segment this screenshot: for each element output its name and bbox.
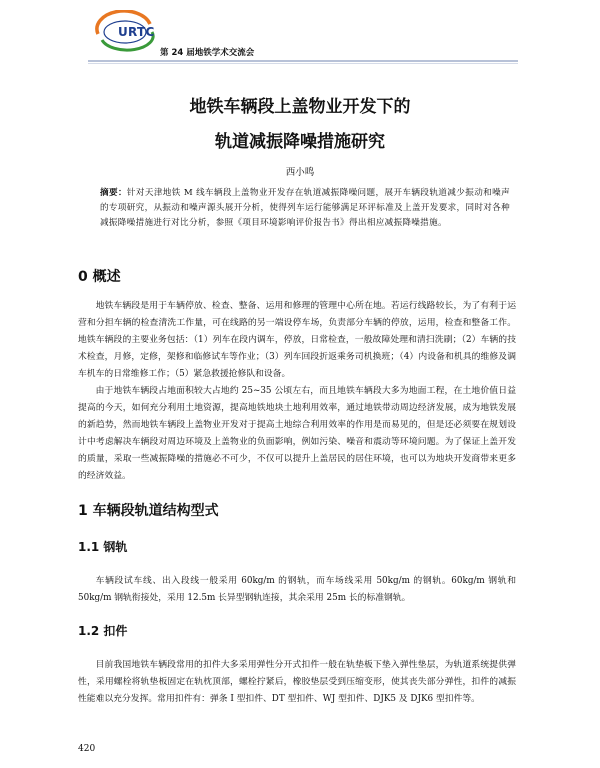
section-1-heading: 1 车辆段轨道结构型式 — [78, 503, 219, 519]
section-0-heading: 0 概述 — [78, 269, 121, 285]
abstract-text: 针对天津地铁 M 线车辆段上盖物业开发存在轨道减振降噪问题，展开车辆段轨道减少振动和噪声的专项研究，从振动和噪声源头展开分析，使得列车运行能够满足环评标准及上盖开发要求，同时对各种减振降噪措施进行对比分析，参照《项目环境影响评价报告书》得出相应减振降噪措施。 — [100, 188, 510, 228]
section-1-1-paragraph: 车辆段试车线、出入段线一般采用 60kg/m 的钢轨，而车场线采用 50kg/m 的钢轨。60kg/m 钢轨和 50kg/m 钢轨衔接处，采用 12.5m 长异型钢轨连接，其余采用 25m 长的标准钢轨。 — [78, 576, 516, 603]
section-1-2-paragraph: 目前我国地铁车辆段常用的扣件大多采用弹性分开式扣件一般在轨垫板下垫入弹性垫层，为轨道系统提供弹性，采用螺栓将轨垫板固定在轨枕顶部，螺栓拧紧后，橡胶垫层受到压缩变形，使其丧失部分弹性，扣件的减振性能难以充分发挥。常用扣件有：弹条 I 型扣件、DT 型扣件、WJ 型扣件、DJK5 及 DJK6 型扣件等。 — [78, 660, 516, 704]
paper-title-line2: 轨道减振降噪措施研究 — [215, 132, 385, 152]
abstract-label: 摘要： — [100, 188, 127, 198]
section-1-1-heading: 1.1 钢轨 — [78, 540, 128, 554]
conference-name: 第 24 届地铁学术交流会 — [160, 48, 255, 58]
logo-text: URTC — [118, 25, 155, 39]
section-0-paragraph-1: 地铁车辆段是用于车辆停放、检查、整备、运用和修理的管理中心所在地。若运行线路较长，为了有利于运营和分担车辆的检查清洗工作量，可在线路的另一端设停车场，负责部分车辆的停放，运用，检查和整备工作。地铁车辆段的主要业务包括：（1）列车在段内调车，停放，日常检查，一般故障处理和清扫洗刷；（2）车辆的技术检查，月修，定修，架修和临修试车等作业；（3）列车回段折返乘务司机换班；（4）内设备和机具的维修及调车机车的日常维修工作；（5）紧急救援抢修队和设备。 — [78, 301, 516, 379]
page-header — [0, 0, 600, 70]
header-rule-thin — [88, 63, 518, 64]
page-number: 420 — [78, 744, 96, 754]
section-1-2-heading: 1.2 扣件 — [78, 624, 128, 638]
abstract — [100, 186, 510, 231]
author: 西小鸣 — [285, 167, 315, 178]
header-rule — [88, 60, 518, 62]
paper-title-line1: 地铁车辆段上盖物业开发下的 — [189, 97, 411, 117]
section-0-paragraph-2: 由于地铁车辆段占地面积较大占地约 25~35 公顷左右，而且地铁车辆段大多为地面工程，在土地价值日益提高的今天，如何充分利用土地资源，提高地铁地块土地利用效率，通过地铁带动周边经济发展，成为地铁发展的新趋势，然而地铁车辆段上盖物业开发对于提高土地综合利用效率的作用是而易见的，但是还必须要在规划设计中考虑解决车辆段对周边环境及上盖物业的负面影响，例如污染、噪音和震动等环境问题。为了保证上盖开发的质量，采取一些减振降噪的措施必不可少，不仅可以提升上盖居民的居住环境，也可以为地块开发商带来更多的经济效益。 — [78, 386, 516, 481]
